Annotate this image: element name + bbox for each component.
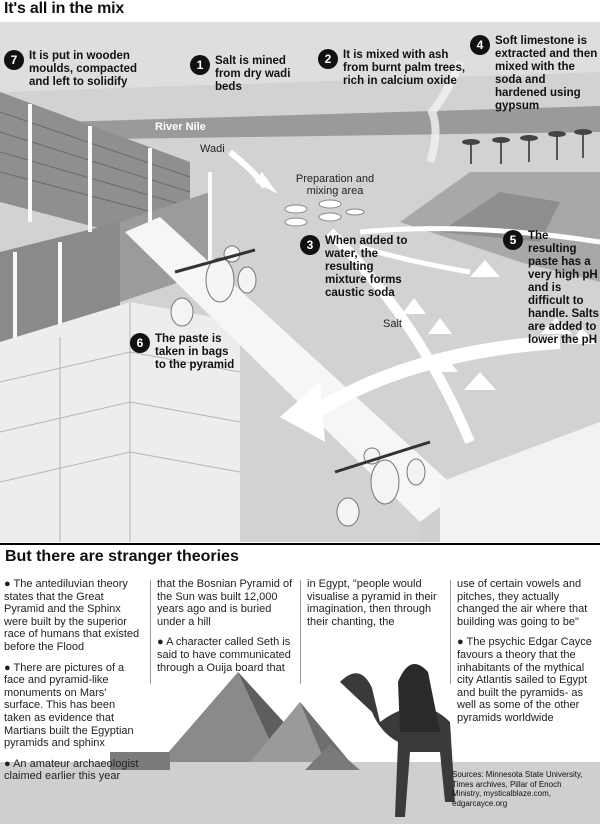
step-2-number: 2 xyxy=(318,49,338,69)
page-title: It's all in the mix xyxy=(4,0,125,17)
theory-paragraph: that the Bosnian Pyramid of the Sun was built 12,000 years ago and is buried under a hill xyxy=(157,578,293,628)
step-4-text: Soft limestone is extracted and then mixed with the soda and hardened using gypsum xyxy=(495,35,598,112)
step-5-number: 5 xyxy=(503,230,523,250)
theories-column-4 xyxy=(457,578,595,733)
theory-paragraph: ● A character called Seth is said to have communicated through a Ouija board that xyxy=(157,636,291,674)
step-7-number: 7 xyxy=(4,50,24,70)
step-3-number: 3 xyxy=(300,235,320,255)
theory-paragraph: in Egypt, "people would visualise a pyramid in their imagination, then through their chanting, the xyxy=(307,578,437,628)
theories-column-3 xyxy=(307,578,445,636)
step-6-text: The paste is taken in bags to the pyramid xyxy=(155,333,235,371)
theory-paragraph: ● An amateur archaeologist claimed earlier this year xyxy=(4,757,139,783)
column-separator xyxy=(450,580,451,684)
river-label: River Nile xyxy=(155,121,206,133)
theory-paragraph: use of certain vowels and pitches, they actually changed the air where that building was going to be" xyxy=(457,578,588,628)
step-6 xyxy=(130,333,235,372)
prep-area-label: Preparation and mixing area xyxy=(295,173,375,197)
theory-paragraph: ● There are pictures of a face and pyramid-like monuments on Mars' surface. This has been taken as evidence that Martians built the Egyptian pyramids and sphinx xyxy=(4,661,134,750)
step-3 xyxy=(300,235,408,300)
step-1 xyxy=(190,55,310,94)
step-5-text: The resulting paste has a very high pH and is difficult to handle. Salts are added to lower the pH xyxy=(528,230,599,346)
construction-illustration xyxy=(0,22,600,542)
column-separator xyxy=(150,580,151,684)
column-separator xyxy=(300,580,301,684)
step-3-text: When added to water, the resulting mixture forms caustic soda xyxy=(325,235,408,299)
step-7-text: It is put in wooden moulds, compacted and left to solidify xyxy=(29,50,137,88)
step-7 xyxy=(4,50,154,89)
step-1-number: 1 xyxy=(190,55,210,75)
step-4-number: 4 xyxy=(470,35,490,55)
step-2-text: It is mixed with ash from burnt palm trees, rich in calcium oxide xyxy=(343,49,466,87)
theory-paragraph: ● The antediluvian theory states that the Great Pyramid and the Sphinx were built by the superior race of humans that existed before the Flood xyxy=(4,578,140,653)
step-1-text: Salt is mined from dry wadi beds xyxy=(215,55,291,93)
salt-label: Salt xyxy=(383,318,402,330)
step-4 xyxy=(470,35,598,113)
wadi-label: Wadi xyxy=(200,143,225,155)
section-title: But there are stranger theories xyxy=(5,548,239,565)
theories-column-2 xyxy=(157,578,295,682)
step-6-number: 6 xyxy=(130,333,150,353)
step-2 xyxy=(318,49,468,88)
sources-credit: Sources: Minnesota State University, Times archives, Pillar of Enoch Ministry, mysticalblaze.com, edgarcayce.org xyxy=(452,770,583,808)
theory-paragraph: ● The psychic Edgar Cayce favours a theory that the inhabitants of the mythical city Atlantis sailed to Egypt and built the pyramids- as well as some of the other pyramids worldwide xyxy=(457,636,592,724)
step-5 xyxy=(503,230,599,347)
theories-column-1 xyxy=(4,578,144,791)
section-divider xyxy=(0,543,600,545)
